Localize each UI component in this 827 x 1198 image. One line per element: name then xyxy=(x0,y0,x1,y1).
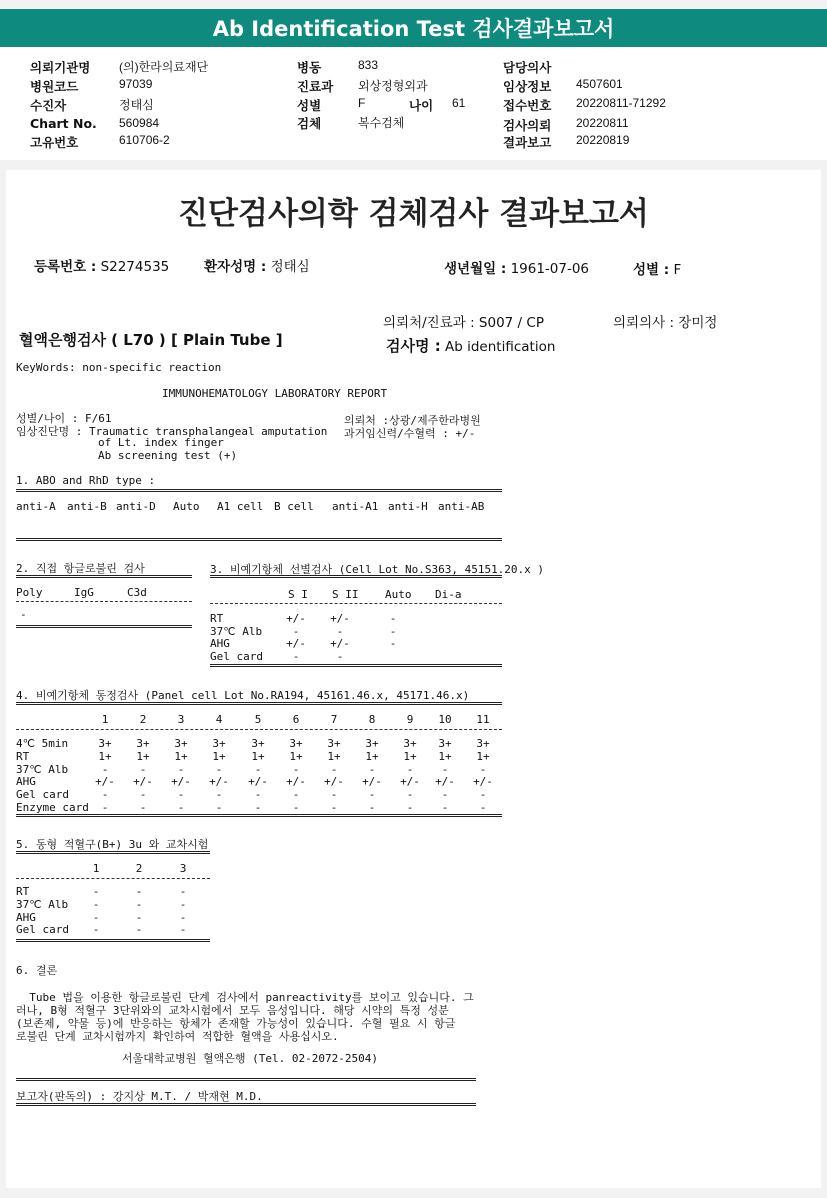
s4-cell: 1+ xyxy=(438,749,452,763)
s2-title: 2. 직접 항글로불린 검사 xyxy=(16,562,145,575)
label-unique-no: 고유번호 xyxy=(30,135,79,150)
s3-rule-mid xyxy=(210,603,502,604)
s3-cell: - xyxy=(389,624,397,638)
s5-cell: - xyxy=(179,923,187,937)
reg-no-value: S2274535 xyxy=(100,259,170,275)
s5-cell: - xyxy=(92,885,100,898)
s1-col-header: B cell xyxy=(274,500,314,513)
s4-cell: - xyxy=(177,762,185,776)
conclusion-line-2: 러나, B형 적혈구 3단위와의 교차시험에서 모두 음성입니다. 해당 시약의 특정 성분 xyxy=(16,1004,449,1017)
label-requesting-institution: 의뢰기관명 xyxy=(30,60,91,75)
s4-col-header: 8 xyxy=(368,713,376,726)
sex-label: 성별 : xyxy=(633,262,670,278)
s4-col-header: 6 xyxy=(292,713,300,726)
s4-row-label: 37℃ Alb xyxy=(16,762,69,776)
value-result-report: 20220819 xyxy=(576,133,630,147)
s4-cell: - xyxy=(215,801,223,814)
s3-row-label: Gel card xyxy=(210,649,263,663)
conclusion-line-1: Tube 법을 이용한 항글로불린 단계 검사에서 panreactivity를 보이고 있습니다. 그 xyxy=(16,991,474,1004)
sex-age-line: 성별/나이 : F/61 xyxy=(16,412,112,425)
s4-cell: - xyxy=(406,788,414,802)
s4-cell: +/- xyxy=(400,775,420,789)
label-hospital-code: 병원코드 xyxy=(30,79,79,94)
test-name-value: Ab identification xyxy=(445,339,556,355)
s4-row-label: AHG xyxy=(16,775,36,789)
s4-cell: +/- xyxy=(286,775,306,789)
s4-cell: - xyxy=(479,788,487,802)
s4-cell: - xyxy=(101,801,109,814)
s4-cell: - xyxy=(292,762,300,776)
s3-cell: +/- xyxy=(286,612,306,625)
label-specimen: 검체 xyxy=(297,116,322,131)
s5-title: 5. 동형 적혈구(B+) 3u 와 교차시험 xyxy=(16,838,209,851)
history-line: 과거임신력/수혈력 : +/- xyxy=(344,427,476,440)
label-attending-doctor: 담당의사 xyxy=(503,60,552,75)
s1-col-header: anti-H xyxy=(388,500,428,513)
s4-col-header: 2 xyxy=(139,713,147,726)
s4-cell: 3+ xyxy=(476,737,490,750)
s4-rule-mid xyxy=(16,729,502,730)
diagnosis-line-3: Ab screening test (+) xyxy=(98,449,238,462)
lab-report-title: IMMUNOHEMATOLOGY LABORATORY REPORT xyxy=(162,387,388,400)
referral-line: 의뢰처 :상광/제주한라병원 xyxy=(344,414,481,427)
s5-cell: - xyxy=(92,910,100,924)
s3-col-header: Auto xyxy=(385,588,412,601)
patient-name-value: 정태심 xyxy=(270,259,310,275)
s4-cell: - xyxy=(441,788,449,802)
s5-col-header: 3 xyxy=(179,862,187,875)
s4-cell: +/- xyxy=(324,775,344,789)
s4-cell: 3+ xyxy=(174,737,188,750)
s4-cell: - xyxy=(177,801,185,814)
footer-rule-bottom xyxy=(16,1103,476,1106)
s4-cell: - xyxy=(479,801,487,814)
s5-rule-top xyxy=(16,851,210,854)
s5-cell: - xyxy=(179,910,187,924)
s2-col-header: C3d xyxy=(127,586,147,599)
s5-rule-mid xyxy=(16,878,210,879)
label-age: 나이 xyxy=(409,98,434,113)
s3-col-header: S I xyxy=(288,588,308,601)
s4-cell: - xyxy=(101,762,109,776)
s4-cell: 1+ xyxy=(174,749,188,763)
s4-col-header: 4 xyxy=(215,713,223,726)
s4-cell: - xyxy=(479,762,487,776)
s4-col-header: 9 xyxy=(406,713,414,726)
s3-rule-bottom xyxy=(210,664,502,667)
s4-col-header: 10 xyxy=(438,713,452,726)
referring-doctor: 의뢰의사 : 장미정 xyxy=(613,315,718,331)
s4-row-label: RT xyxy=(16,749,30,763)
s4-cell: - xyxy=(215,788,223,802)
s5-col-header: 1 xyxy=(92,862,100,875)
s3-col-header: Di-a xyxy=(435,588,462,601)
s4-cell: 1+ xyxy=(403,749,417,763)
label-receipt-no: 접수번호 xyxy=(503,98,552,113)
s5-cell: - xyxy=(135,897,143,911)
s4-cell: 3+ xyxy=(251,737,265,750)
s4-cell: - xyxy=(215,762,223,776)
s4-cell: 3+ xyxy=(327,737,341,750)
s4-cell: - xyxy=(368,801,376,814)
s4-cell: - xyxy=(292,801,300,814)
s1-rule-top xyxy=(16,489,502,492)
s4-title: 4. 비예기항체 동정검사 (Panel cell Lot No.RA194, 45161.46.x, 45171.46.x) xyxy=(16,689,470,702)
keywords: KeyWords: non-specific reaction xyxy=(16,361,222,374)
s4-rule-top xyxy=(16,702,502,705)
patient-info-panel xyxy=(0,47,827,160)
s4-cell: 1+ xyxy=(365,749,379,763)
s4-cell: - xyxy=(330,801,338,814)
s5-cell: - xyxy=(179,897,187,911)
s4-cell: 1+ xyxy=(476,749,490,763)
s5-row-label: AHG xyxy=(16,910,36,924)
sex-value: F xyxy=(673,262,682,278)
s4-cell: 3+ xyxy=(136,737,150,750)
value-age: 61 xyxy=(452,96,466,110)
s4-row-label: 4℃ 5min xyxy=(16,737,69,750)
s5-col-header: 2 xyxy=(135,862,143,875)
header-title: Ab Identification Test 검사결과보고서 xyxy=(212,17,615,41)
s3-cell: - xyxy=(292,624,300,638)
report-header-bar xyxy=(0,9,827,47)
section-title: 혈액은행검사 ( L70 ) [ Plain Tube ] xyxy=(19,331,283,349)
s4-cell: - xyxy=(330,788,338,802)
s4-cell: 3+ xyxy=(289,737,303,750)
s4-cell: +/- xyxy=(473,775,493,789)
s5-cell: - xyxy=(92,923,100,937)
value-receipt-no: 20220811-71292 xyxy=(576,96,666,110)
value-chart-no: 560984 xyxy=(119,116,160,130)
s2-col-header: IgG xyxy=(74,586,94,599)
report-title: 진단검사의학 검체검사 결과보고서 xyxy=(178,196,649,232)
s5-cell: - xyxy=(135,923,143,937)
s4-cell: +/- xyxy=(435,775,455,789)
s3-cell: +/- xyxy=(330,637,350,650)
s4-cell: 3+ xyxy=(438,737,452,750)
value-patient: 정태심 xyxy=(119,98,154,112)
s4-cell: +/- xyxy=(209,775,229,789)
s4-cell: 1+ xyxy=(251,749,265,763)
s4-cell: - xyxy=(330,762,338,776)
label-test-request: 검사의뢰 xyxy=(503,118,552,133)
s4-col-header: 11 xyxy=(476,713,490,726)
s4-cell: - xyxy=(177,788,185,802)
s4-rule-bottom xyxy=(16,814,502,817)
s1-rule-bottom xyxy=(16,538,502,541)
s4-cell: 1+ xyxy=(136,749,150,763)
s1-col-header: Auto xyxy=(173,500,200,513)
diagnosis-line-2: of Lt. index finger xyxy=(98,436,224,449)
s5-cell: - xyxy=(135,910,143,924)
s1-col-header: anti-D xyxy=(116,500,156,513)
s1-title: 1. ABO and RhD type : xyxy=(16,474,156,487)
dob-value: 1961-07-06 xyxy=(510,261,590,277)
conclusion-line-3: (보존제, 약물 등)에 반응하는 항체가 존재할 가능성이 있습니다. 수혈 필요 시 항글 xyxy=(16,1017,456,1030)
s4-cell: 3+ xyxy=(403,737,417,750)
s4-cell: +/- xyxy=(362,775,382,789)
s2-value: - xyxy=(20,608,27,621)
s5-row-label: RT xyxy=(16,885,30,898)
conclusion-line-4: 로불린 단계 교차시험까지 확인하여 적합한 혈액을 사용십시오. xyxy=(16,1030,339,1043)
s4-row-label: Enzyme card xyxy=(16,801,89,814)
value-unique-no: 610706-2 xyxy=(119,133,170,147)
s3-row-label: 37℃ Alb xyxy=(210,624,263,638)
referral-dept: 의뢰처/진료과 : S007 / CP xyxy=(383,315,544,331)
s4-col-header: 1 xyxy=(101,713,109,726)
s4-cell: - xyxy=(139,801,147,814)
s4-cell: - xyxy=(441,801,449,814)
hospital-line: 서울대학교병원 혈액은행 (Tel. 02-2072-2504) xyxy=(122,1052,378,1065)
s4-cell: - xyxy=(441,762,449,776)
s5-row-label: Gel card xyxy=(16,923,69,937)
s1-col-header: anti-AB xyxy=(438,500,485,513)
s3-cell: - xyxy=(389,637,397,650)
s4-cell: - xyxy=(139,762,147,776)
label-ward: 병동 xyxy=(297,60,322,75)
s4-cell: - xyxy=(292,788,300,802)
s2-rule-bottom xyxy=(16,625,192,628)
s5-cell: - xyxy=(135,885,143,898)
s4-cell: +/- xyxy=(171,775,191,789)
s2-col-header: Poly xyxy=(16,586,43,599)
s3-col-header: S II xyxy=(332,588,359,601)
s3-row-label: AHG xyxy=(210,637,230,650)
diagnosis-line-1: 임상진단명 : Traumatic transphalangeal amputation xyxy=(16,425,328,438)
s3-title: 3. 비예기항체 선별검사 (Cell Lot No.S363, 45151.20.x ) xyxy=(210,563,545,576)
s1-col-header: A1 cell xyxy=(217,500,264,513)
value-clinical-info: 4507601 xyxy=(576,77,623,91)
reg-no-label: 등록번호 : xyxy=(34,259,97,275)
label-chart-no: Chart No. xyxy=(30,116,97,131)
s1-col-header: anti-A1 xyxy=(332,500,379,513)
s3-cell: - xyxy=(389,612,397,625)
s4-cell: - xyxy=(406,801,414,814)
s1-col-header: anti-B xyxy=(67,500,107,513)
s4-cell: - xyxy=(254,762,262,776)
s4-cell: - xyxy=(368,762,376,776)
s4-cell: +/- xyxy=(95,775,115,789)
s3-cell: - xyxy=(292,649,300,663)
s4-cell: - xyxy=(139,788,147,802)
s4-cell: 1+ xyxy=(98,749,112,763)
value-specimen: 복수검체 xyxy=(358,116,405,130)
value-sex: F xyxy=(358,96,366,110)
s4-cell: - xyxy=(101,788,109,802)
s1-col-header: anti-A xyxy=(16,500,56,513)
s2-rule-mid xyxy=(16,601,192,602)
s5-cell: - xyxy=(92,897,100,911)
s4-cell: 3+ xyxy=(98,737,112,750)
patient-name-label: 환자성명 : xyxy=(204,259,267,275)
s3-row-label: RT xyxy=(210,612,224,625)
test-name-label: 검사명 : xyxy=(386,337,441,355)
s3-cell: - xyxy=(336,624,344,638)
s3-cell: - xyxy=(336,649,344,663)
label-sex: 성별 xyxy=(297,98,322,113)
s5-rule-bottom xyxy=(16,939,210,942)
reporter-line: 보고자(판독의) : 강지상 M.T. / 박재현 M.D. xyxy=(16,1090,263,1103)
s4-cell: - xyxy=(406,762,414,776)
footer-rule-top xyxy=(16,1078,476,1081)
s4-col-header: 3 xyxy=(177,713,185,726)
label-result-report: 결과보고 xyxy=(503,135,552,150)
report-document xyxy=(6,170,821,1188)
value-ward: 833 xyxy=(358,58,379,72)
value-department: 외상정형외과 xyxy=(358,79,428,93)
s5-cell: - xyxy=(179,885,187,898)
s4-cell: - xyxy=(254,801,262,814)
s4-col-header: 5 xyxy=(254,713,262,726)
s4-cell: 1+ xyxy=(212,749,226,763)
s4-cell: - xyxy=(254,788,262,802)
value-test-request: 20220811 xyxy=(576,116,629,130)
s3-cell: +/- xyxy=(330,612,350,625)
value-hospital-code: 97039 xyxy=(119,77,153,91)
s4-row-label: Gel card xyxy=(16,788,69,802)
label-clinical-info: 임상정보 xyxy=(503,79,552,94)
s4-cell: 1+ xyxy=(289,749,303,763)
s4-cell: - xyxy=(368,788,376,802)
s5-row-label: 37℃ Alb xyxy=(16,897,69,911)
s4-cell: 1+ xyxy=(327,749,341,763)
s4-cell: 3+ xyxy=(365,737,379,750)
label-department: 진료과 xyxy=(297,79,334,94)
s3-rule-top xyxy=(210,575,502,578)
s3-cell: +/- xyxy=(286,637,306,650)
dob-label: 생년월일 : xyxy=(444,261,507,277)
s4-cell: +/- xyxy=(133,775,153,789)
s4-col-header: 7 xyxy=(330,713,338,726)
s6-title: 6. 결론 xyxy=(16,964,58,977)
label-patient: 수진자 xyxy=(30,98,67,113)
s4-cell: +/- xyxy=(248,775,268,789)
value-requesting-institution: (의)한라의료재단 xyxy=(119,60,209,74)
s2-rule-top xyxy=(16,575,192,578)
s4-cell: 3+ xyxy=(212,737,226,750)
